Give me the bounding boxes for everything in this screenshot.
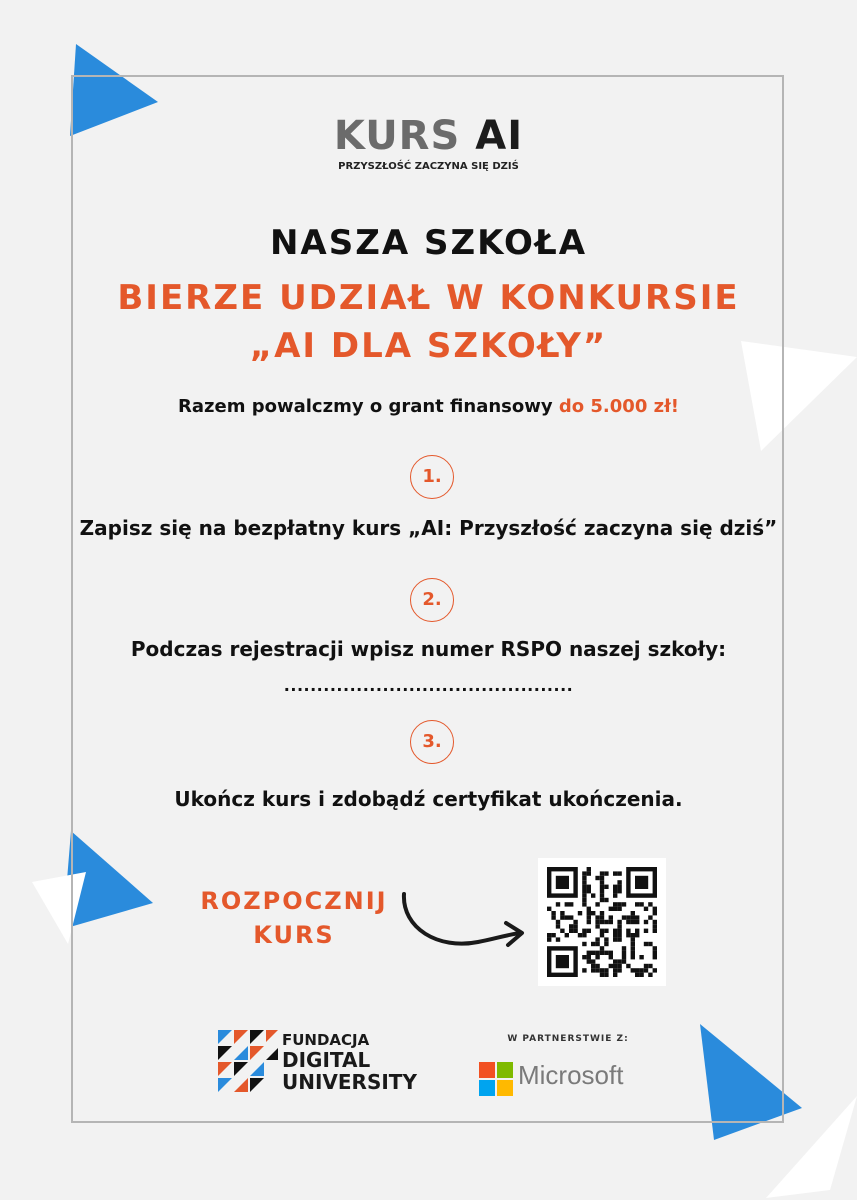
cta-line-1: ROZPOCZNIJ: [200, 887, 388, 915]
grant-amount: do 5.000 zł!: [558, 396, 679, 417]
digital-university-logo-icon: [218, 1030, 278, 1092]
partner-name: Microsoft: [518, 1060, 624, 1090]
grant-lead-text: Razem powalczmy o grant finansowy: [178, 396, 559, 417]
org-line-1: FUNDACJA: [282, 1031, 370, 1049]
logo-ai: AI: [475, 113, 524, 159]
cta-line-2: KURS: [253, 921, 335, 949]
grant-lead: [0, 395, 857, 419]
step-1-number: 1.: [410, 455, 454, 499]
step-3-number: 3.: [410, 720, 454, 764]
arrow-curved-right-icon: [398, 888, 532, 958]
step-3-text: Ukończ kurs i zdobądź certyfikat ukończenia.: [174, 787, 683, 811]
logo-tagline: PRZYSZŁOŚĆ ZACZYNA SIĘ DZIŚ: [338, 161, 519, 172]
headline-line-3: „AI DLA SZKOŁY”: [249, 326, 608, 366]
step-1-text: Zapisz się na bezpłatny kurs „AI: Przyszłość zaczyna się dziś”: [79, 516, 778, 540]
logo-kurs: KURS: [333, 113, 461, 159]
org-line-2: DIGITAL: [282, 1048, 371, 1072]
kurs-ai-logo: [0, 114, 857, 158]
headline-line-2: BIERZE UDZIAŁ W KONKURSIE: [117, 278, 740, 318]
step-2-text: Podczas rejestracji wpisz numer RSPO naszej szkoły:: [130, 637, 727, 661]
headline-line-1: NASZA SZKOŁA: [269, 223, 588, 263]
course-qr-code[interactable]: [538, 858, 666, 986]
qr-code-icon: [538, 858, 666, 986]
org-line-3: UNIVERSITY: [282, 1070, 417, 1094]
rspo-placeholder: ............................................: [283, 676, 574, 695]
step-2-number: 2.: [410, 578, 454, 622]
partner-label: W PARTNERSTWIE Z:: [507, 1034, 629, 1044]
microsoft-logo-icon: [479, 1062, 513, 1096]
